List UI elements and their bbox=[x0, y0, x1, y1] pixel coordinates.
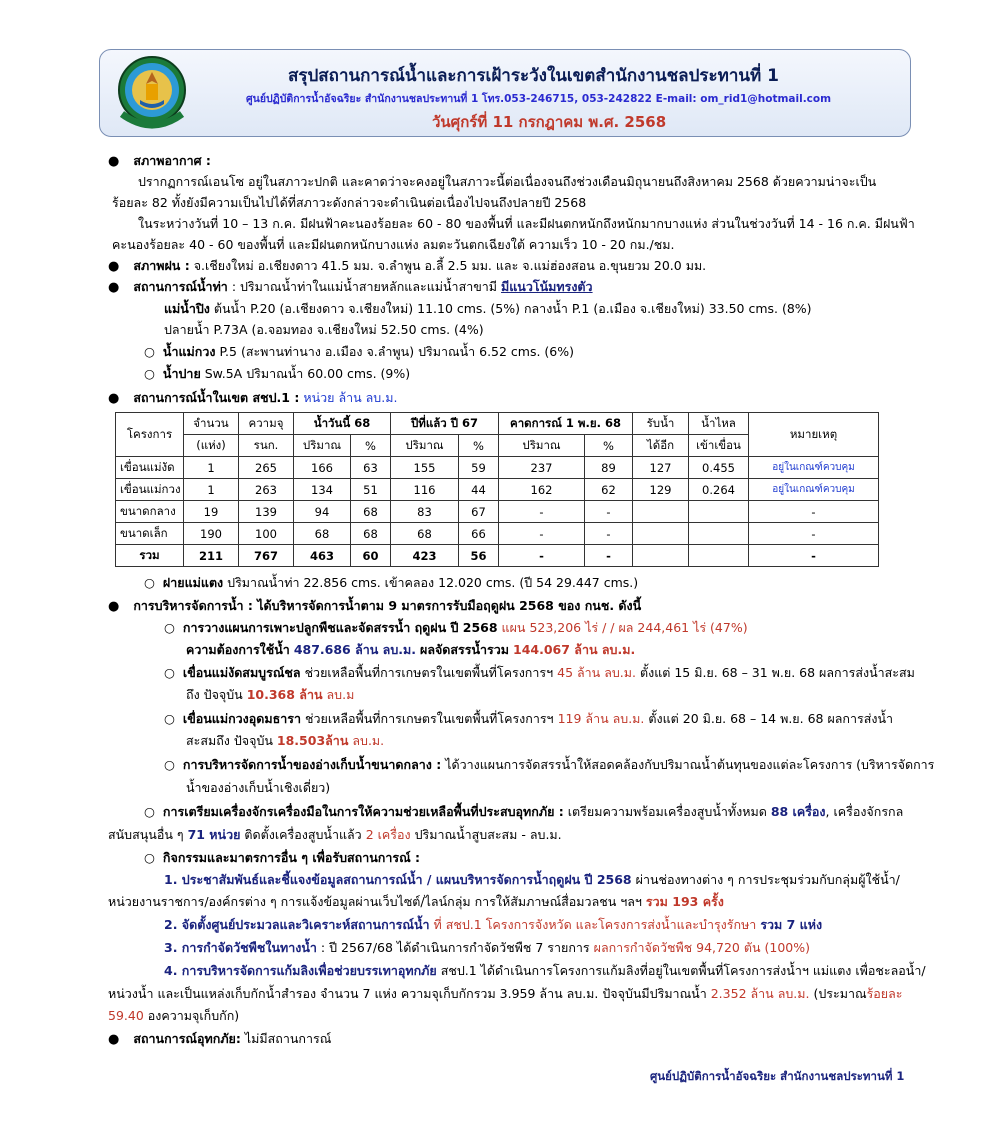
activity4-line2: หน่วงน้ำ และเป็นแหล่งเก็บกักน้ำสำรอง จำนวน 7 แห่ง ความจุเก็บกักรวม 3.959 ล้าน ลบ.ม. ปัจจุบันมีปริมาณน้ำ 2.352 ล้าน ลบ.ม. (ประมาณร้อยละ bbox=[108, 986, 903, 1001]
mgmt-item3-line2: สะสมถึง ปัจจุบัน 18.503ล้าน ลบ.ม. bbox=[186, 733, 385, 748]
pai-label: น้ำปาย bbox=[162, 366, 201, 381]
royal-irrigation-department-logo bbox=[116, 54, 188, 132]
table-total-row: รวม 211 767 463 60 423 56 - - - bbox=[116, 545, 879, 567]
col-forecast-pct: % bbox=[585, 435, 633, 457]
circle-bullet-icon: ○ bbox=[144, 344, 155, 359]
mgmt-item1-line2: ความต้องการใช้น้ำ 487.686 ล้าน ลบ.ม. ผลจัดสรรน้ำรวม 144.067 ล้าน ลบ.ม. bbox=[186, 642, 636, 657]
circle-bullet-icon: ○ bbox=[164, 620, 175, 635]
weir-line bbox=[144, 573, 638, 593]
pai-text: Sw.5A ปริมาณน้ำ 60.00 cms. (9%) bbox=[204, 366, 411, 381]
col-receive-2: ได้อีก bbox=[633, 435, 689, 457]
ping-label: แม่น้ำปิง bbox=[164, 301, 210, 316]
kuang-label: น้ำแม่กวง bbox=[162, 344, 216, 359]
mgmt-item4-line1: ○ การบริหารจัดการน้ำของอ่างเก็บน้ำขนาดกลาง : ได้วางแผนการจัดสรรน้ำให้สอดคล้องกับปริมาณน้ำต้นทุนของแต่ละโครงการ (บริหารจัดการ bbox=[164, 757, 935, 772]
col-today-vol: ปริมาณ bbox=[294, 435, 351, 457]
ping-line2: ปลายน้ำ P.73A (อ.จอมทอง จ.เชียงใหม่ 52.50 cms. (4%) bbox=[164, 322, 484, 337]
weir-label: ฝายแม่แตง bbox=[162, 575, 224, 590]
weather-heading: สภาพอากาศ : bbox=[133, 153, 211, 168]
col-count: จำนวน bbox=[184, 413, 239, 435]
weather-p1-line2: ร้อยละ 82 ทั้งยังมีความเป็นไปได้ที่สภาวะดังกล่าวจะดำเนินต่อเนื่องไปจนถึงปลายปี 2568 bbox=[112, 195, 587, 210]
col-lastyear-pct: % bbox=[459, 435, 499, 457]
col-forecast-vol: ปริมาณ bbox=[499, 435, 585, 457]
activity1-line1: 1. ประชาสัมพันธ์และชี้แจงข้อมูลสถานการณ์น้ำ / แผนบริหารจัดการน้ำฤดูฝน ปี 2568 ผ่านช่องทางต่าง ๆ การประชุมร่วมกับกลุ่มผู้ใช้น้ำ/ bbox=[164, 872, 900, 887]
col-lastyear-vol: ปริมาณ bbox=[391, 435, 459, 457]
runoff-text: : ปริมาณน้ำท่าในแม่น้ำสายหลักและแม่น้ำสาขามี bbox=[231, 279, 498, 294]
report-title: สรุปสถานการณ์น้ำและการเฝ้าระวังในเขตสำนักงานชลประทานที่ 1 bbox=[288, 66, 779, 86]
bullet-icon: ● bbox=[108, 1032, 120, 1047]
report-subtitle: ศูนย์ปฏิบัติการน้ำอัจฉริยะ สำนักงานชลประทานที่ 1 โทร.053-246715, 053-242822 E-mail: om_rid1@hotmail.com bbox=[246, 93, 832, 105]
reservoir-heading-line bbox=[108, 388, 397, 408]
activity4-line1: 4. การบริหารจัดการแก้มลิงเพื่อช่วยบรรเทาอุทกภัย สชป.1 ได้ดำเนินการโครงการแก้มลิงที่อยู่ในเขตพื้นที่โครงการส่งน้ำฯ แม่แตง เพื่อชะลอน้ำ/ bbox=[164, 963, 926, 978]
col-inflow: น้ำไหล bbox=[689, 413, 749, 435]
col-today: น้ำวันนี้ 68 bbox=[294, 413, 391, 435]
runoff-heading: สถานการณ์น้ำท่า bbox=[133, 279, 228, 294]
table-row: เขื่อนแม่กวง 1 263 134 51 116 44 162 62 129 0.264 อยู่ในเกณฑ์ควบคุม bbox=[116, 479, 879, 501]
reservoir-table bbox=[115, 412, 879, 567]
col-remark: หมายเหตุ bbox=[749, 413, 879, 457]
reservoir-unit: หน่วย ล้าน ลบ.ม. bbox=[303, 390, 398, 405]
col-forecast: คาดการณ์ 1 พ.ย. 68 bbox=[499, 413, 633, 435]
table-row: ขนาดเล็ก 190 100 68 68 68 66 - - - bbox=[116, 523, 879, 545]
bullet-icon: ● bbox=[108, 391, 120, 406]
bullet-icon: ● bbox=[108, 280, 120, 295]
reservoir-heading: สถานการณ์น้ำในเขต สชป.1 : bbox=[133, 390, 300, 405]
report-footer: ศูนย์ปฏิบัติการน้ำอัจฉริยะ สำนักงานชลประทานที่ 1 bbox=[650, 1069, 905, 1083]
ping-line1 bbox=[164, 299, 812, 319]
rain-heading: สภาพฝน : bbox=[133, 258, 190, 273]
activity4-line3: 59.40 องความจุเก็บกัก) bbox=[108, 1008, 240, 1023]
pai-line bbox=[144, 364, 410, 384]
weather-p1-line1: ปรากฏการณ์เอนโซ อยู่ในสภาวะปกติ และคาดว่าจะคงอยู่ในสภาวะนี้ต่อเนื่องจนถึงช่วงเดือนมิถุนายนถึงสิงหาคม 2568 ด้วยความน่าจะเป็น bbox=[138, 174, 877, 189]
col-receive: รับน้ำ bbox=[633, 413, 689, 435]
col-capacity: ความจุ bbox=[239, 413, 294, 435]
mgmt-item6-line: ○ กิจกรรมและมาตรการอื่น ๆ เพื่อรับสถานการณ์ : bbox=[144, 850, 421, 865]
weather-p2-line2: คะนองร้อยละ 40 - 60 ของพื้นที่ และมีฝนตกหนักบางแห่ง ลมตะวันตกเฉียงใต้ ความเร็ว 10 - 20 กม./ชม. bbox=[112, 237, 675, 252]
circle-bullet-icon: ○ bbox=[164, 711, 175, 726]
circle-bullet-icon: ○ bbox=[144, 366, 155, 381]
flood-text: ไม่มีสถานการณ์ bbox=[244, 1031, 332, 1046]
circle-bullet-icon: ○ bbox=[164, 665, 175, 680]
table-row: เขื่อนแม่งัด 1 265 166 63 155 59 237 89 127 0.455 อยู่ในเกณฑ์ควบคุม bbox=[116, 457, 879, 479]
activity2-line: 2. จัดตั้งศูนย์ประมวลและวิเคราะห์สถานการณ์น้ำ ที่ สชป.1 โครงการจังหวัด และโครงการส่งน้ำและบำรุงรักษา รวม 7 แห่ง bbox=[164, 917, 823, 932]
activity3-line: 3. การกำจัดวัชพืชในทางน้ำ : ปี 2567/68 ได้ดำเนินการกำจัดวัชพืช 7 รายการ ผลการกำจัดวัชพืช 94,720 ตัน (100%) bbox=[164, 940, 810, 955]
weir-text: ปริมาณน้ำท่า 22.856 cms. เข้าคลอง 12.020 cms. (ปี 54 29.447 cms.) bbox=[227, 575, 639, 590]
weather-p2-line1: ในระหว่างวันที่ 10 – 13 ก.ค. มีฝนฟ้าคะนองร้อยละ 60 - 80 ของพื้นที่ และมีฝนตกหนักถึงหนักมากบางแห่ง ส่วนในช่วงวันที่ 14 - 16 ก.ค. มีฝนฟ้า bbox=[138, 216, 915, 231]
management-heading: การบริหารจัดการน้ำ : ได้บริหารจัดการน้ำตาม 9 มาตรการรับมือฤดูฝน 2568 ของ กนช. ดังนี้ bbox=[133, 598, 642, 613]
runoff-line bbox=[108, 277, 593, 297]
col-lastyear: ปีที่แล้ว ปี 67 bbox=[391, 413, 499, 435]
weather-heading-line bbox=[108, 151, 211, 171]
bullet-icon: ● bbox=[108, 259, 120, 274]
mgmt-item2-line1: ○ เขื่อนแม่งัดสมบูรณ์ชล ช่วยเหลือพื้นที่การเกษตรในเขตพื้นที่โครงการฯ 45 ล้าน ลบ.ม. ตั้งแต่ 15 มิ.ย. 68 – 31 พ.ย. 68 ผลการส่งน้ำสะสม bbox=[164, 665, 915, 680]
col-capacity-unit: รนก. bbox=[239, 435, 294, 457]
activity1-line2: หน่วยงานราชการ/องค์กรต่าง ๆ การแจ้งข้อมูลผ่านเว็บไซต์/ไลน์กลุ่ม การให้สัมภาษณ์สื่อมวลชน ฯลฯ รวม 193 ครั้ง bbox=[108, 894, 724, 909]
report-header bbox=[99, 49, 911, 137]
mgmt-item1-line1: ○ การวางแผนการเพาะปลูกพืชและจัดสรรน้ำ ฤดูฝน ปี 2568 แผน 523,206 ไร่ / / ผล 244,461 ไร่ (47%) bbox=[164, 620, 748, 635]
table-header-row bbox=[116, 413, 879, 435]
kuang-text: P.5 (สะพานท่านาง อ.เมือง จ.ลำพูน) ปริมาณน้ำ 6.52 cms. (6%) bbox=[219, 344, 575, 359]
mgmt-item2-line2: ถึง ปัจจุบัน 10.368 ล้าน ลบ.ม bbox=[186, 687, 355, 702]
flood-heading: สถานการณ์อุทกภัย: bbox=[133, 1031, 241, 1046]
table-row: ขนาดกลาง 19 139 94 68 83 67 - - - bbox=[116, 501, 879, 523]
col-count-unit: (แห่ง) bbox=[184, 435, 239, 457]
flood-line bbox=[108, 1029, 331, 1049]
circle-bullet-icon: ○ bbox=[144, 850, 155, 865]
mgmt-item4-line2: น้ำของอ่างเก็บน้ำเชิงเดี่ยว) bbox=[186, 780, 331, 795]
runoff-trend: มีแนวโน้มทรงตัว bbox=[501, 279, 593, 294]
mgmt-item5-line1: ○ การเตรียมเครื่องจักรเครื่องมือในการให้ความช่วยเหลือพื้นที่ประสบอุทกภัย : เตรียมความพร้อมเครื่องสูบน้ำทั้งหมด 88 เครื่อง, เครื่องจักรกล bbox=[144, 804, 904, 819]
rain-text: จ.เชียงใหม่ อ.เชียงดาว 41.5 มม. จ.ลำพูน อ.ลี้ 2.5 มม. และ จ.แม่ฮ่องสอน อ.ขุนยวม 20.0 มม. bbox=[193, 258, 707, 273]
circle-bullet-icon: ○ bbox=[164, 757, 175, 772]
management-heading-line bbox=[108, 596, 641, 616]
circle-bullet-icon: ○ bbox=[144, 804, 155, 819]
bullet-icon: ● bbox=[108, 599, 120, 614]
mgmt-item3-line1: ○ เขื่อนแม่กวงอุดมธารา ช่วยเหลือพื้นที่การเกษตรในเขตพื้นที่โครงการฯ 119 ล้าน ลบ.ม. ตั้งแต่ 20 มิ.ย. 68 – 14 พ.ย. 68 ผลการส่งน้ำ bbox=[164, 711, 894, 726]
mgmt-item5-line2: สนับสนุนอื่น ๆ 71 หน่วย ติดตั้งเครื่องสูบน้ำแล้ว 2 เครื่อง ปริมาณน้ำสูบสะสม - ลบ.ม. bbox=[108, 827, 562, 842]
ping-text1: ต้นน้ำ P.20 (อ.เชียงดาว จ.เชียงใหม่) 11.10 cms. (5%) กลางน้ำ P.1 (อ.เมือง จ.เชียงใหม่) 33.50 cms. (8%) bbox=[213, 301, 812, 316]
col-project: โครงการ bbox=[116, 413, 184, 457]
circle-bullet-icon: ○ bbox=[144, 575, 155, 590]
rain-line bbox=[108, 256, 706, 276]
bullet-icon: ● bbox=[108, 154, 120, 169]
report-date: วันศุกร์ที่ 11 กรกฎาคม พ.ศ. 2568 bbox=[432, 113, 667, 131]
col-inflow-2: เข้าเขื่อน bbox=[689, 435, 749, 457]
col-today-pct: % bbox=[351, 435, 391, 457]
kuang-line bbox=[144, 342, 574, 362]
